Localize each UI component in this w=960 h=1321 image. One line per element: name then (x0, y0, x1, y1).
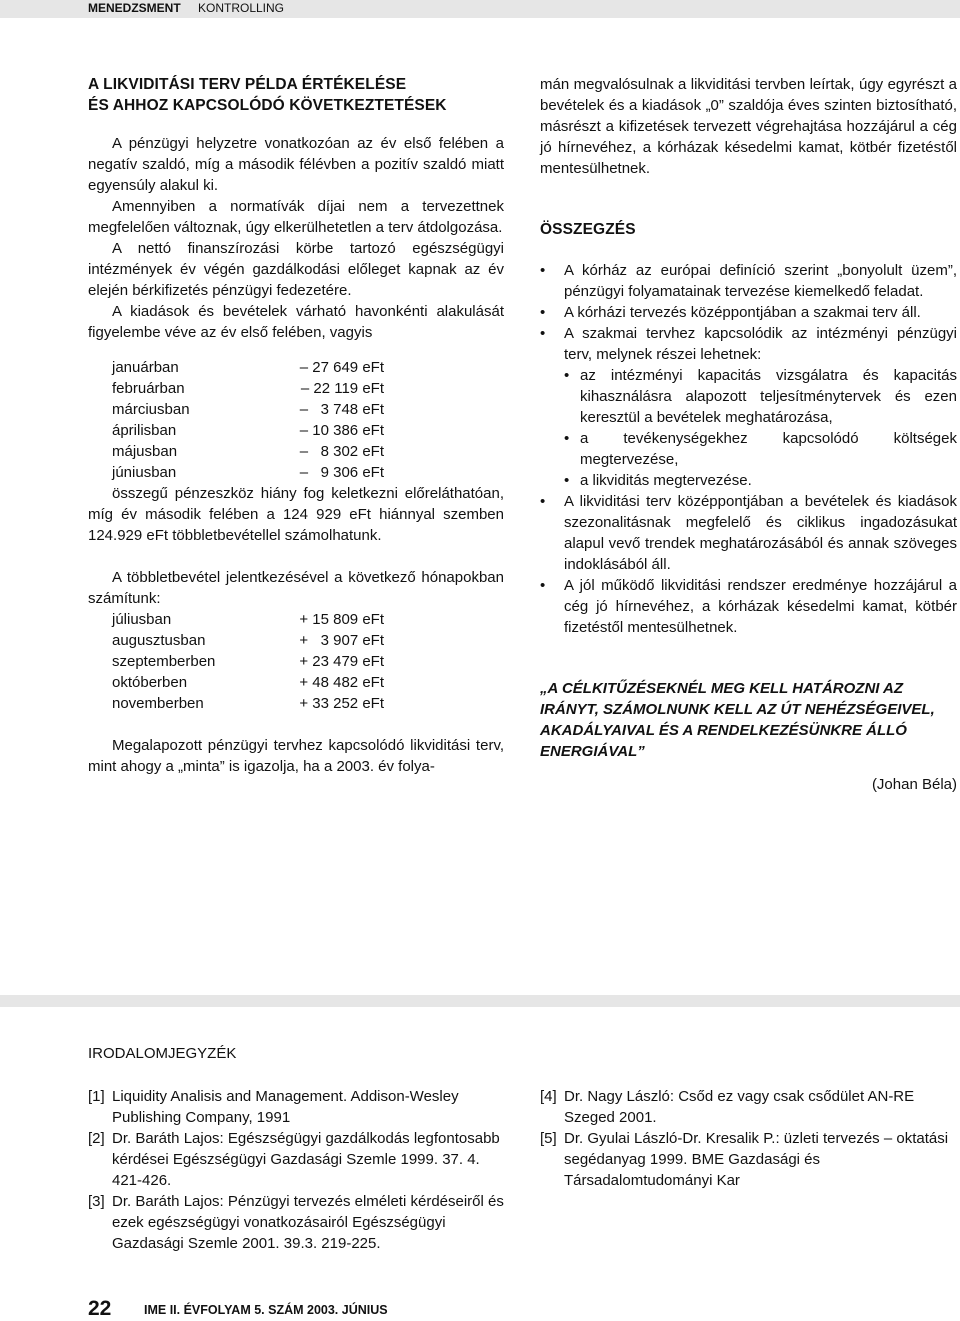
table-row: februárban – 22 119 eFt (112, 380, 384, 397)
summary-list (540, 260, 957, 638)
running-header (0, 0, 960, 18)
paragraph: összegű pénzeszköz hiány fog keletkezni előreláthatóan, míg év második felében a 124 929 eFt hiánnyal szemben 124.929 eFt többletbevétellel számolhatunk. (88, 485, 504, 544)
table-row: októberben + 48 482 eFt (112, 674, 384, 691)
list-item: • A jól működő likviditási rendszer eredménye hozzájárul a cég jó hírnevéhez, a kórházak késedelmi kamat, kötbér fizetéstől mentesülhetnek. (540, 575, 957, 638)
table-row: áprilisban – 10 386 eFt (112, 422, 384, 439)
table-row: augusztusban + 3 907 eFt (112, 632, 384, 649)
quote: „A CÉLKITŰZÉSEKNÉL MEG KELL HATÁROZNI AZ IRÁNYT, SZÁMOLNUNK KELL AZ ÚT NEHÉZSÉGEIVEL, AKADÁLYAIVAL ÉS A RENDELKEZÉSÜNKRE ÁLLÓ ENERGIÁVAL” (540, 680, 935, 760)
paragraph: mán megvalósulnak a likviditási tervben leírtak, úgy egyrészt a bevételek és a kiadások „0” szaldója éves szinten biztosítható, másrészt a kifizetések tervezett végrehajtása hozzájárul a cég jó hírnevéhez, a kórházak késedelmi kamat, kötbér fizetéstől mentesülhetnek. (540, 76, 957, 177)
table-row: júniusban – 9 306 eFt (112, 464, 384, 481)
references-right-column (540, 1086, 957, 1191)
monthly-surplus-table (112, 609, 384, 714)
table-row: szeptemberben + 23 479 eFt (112, 653, 384, 670)
reference-item: [2] Dr. Baráth Lajos: Egészségügyi gazdálkodás legfontosabb kérdései Egészségügyi Gazdasági Szemle 1999. 37. 4. 421-426. (88, 1130, 500, 1189)
sub-list-item: • a tevékenységekhez kapcsolódó költségek megtervezése, (564, 428, 957, 470)
sub-list-item: • az intézményi kapacitás vizsgálatra és kapacitás kihasználásra alapozott teljesítménytervek és ezen keresztül a bevételek meghatározása, (564, 365, 957, 428)
reference-item: [4] Dr. Nagy László: Csőd ez vagy csak csődület AN-RE Szeged 2001. (540, 1088, 915, 1126)
list-item: • A kórházi tervezés középpontjában a szakmai terv áll. (540, 302, 957, 323)
paragraph: A nettó finanszírozási körbe tartozó egészségügyi intézmények év végén gazdálkodási előleget kapnak az év elején bérkifizetés pénzügyi fedezetére. (88, 240, 504, 299)
subsection-label: KONTROLLING (198, 1, 285, 15)
right-column (540, 74, 957, 795)
quote-author: (Johan Béla) (871, 776, 957, 793)
paragraph: Megalapozott pénzügyi tervhez kapcsolódó likviditási terv, mint ahogy a „minta” is igazolja, ha a 2003. év folya- (88, 737, 504, 775)
section-label: MENEDZSMENT (88, 1, 181, 15)
summary-heading: ÖSSZEGZÉS (540, 221, 636, 238)
list-item-text: • A szakmai tervhez kapcsolódik az intézményi pénzügyi terv, melynek részei lehetnek: (564, 325, 957, 363)
table-row: márciusban – 3 748 eFt (112, 401, 384, 418)
article-title-line-2: ÉS AHHOZ KAPCSOLÓDÓ KÖVETKEZTETÉSEK (88, 97, 447, 114)
reference-item: [3] Dr. Baráth Lajos: Pénzügyi tervezés elméleti kérdéseiről és ezek egészségügyi vonatkozásairól Egészségügyi Gazdasági Szemle 2001. 39.3. 219-225. (88, 1193, 504, 1252)
monthly-deficit-table (112, 357, 384, 483)
paragraph: Amennyiben a normatívák díjai nem a tervezettnek megfelelően változnak, úgy elkerülhetetlen a terv átdolgozása. (88, 198, 504, 236)
list-item (540, 323, 957, 491)
paragraph: A többletbevétel jelentkezésével a következő hónapokban számítunk: (88, 569, 504, 607)
section-divider (0, 995, 960, 1007)
reference-item: [1] Liquidity Analisis and Management. Addison-Wesley Publishing Company, 1991 (88, 1088, 459, 1126)
references-left-column (88, 1086, 504, 1254)
paragraph: A pénzügyi helyzetre vonatkozóan az év első felében a negatív szaldó, míg a második félévben a pozitív szaldó miatt egyensúly alakul ki. (88, 135, 504, 194)
table-row: májusban – 8 302 eFt (112, 443, 384, 460)
references-heading: IRODALOMJEGYZÉK (88, 1045, 237, 1062)
sub-list (564, 365, 957, 491)
paragraph: A kiadások és bevételek várható havonkénti alakulását figyelembe véve az év első felében, vagyis (88, 303, 504, 341)
page-number: 22 (88, 1297, 112, 1320)
sub-list-item: • a likviditás megtervezése. (564, 470, 957, 491)
table-row: januárban – 27 649 eFt (112, 359, 384, 376)
article-title-line-1: A LIKVIDITÁSI TERV PÉLDA ÉRTÉKELÉSE (88, 76, 407, 93)
list-item: • A kórház az európai definíció szerint „bonyolult üzem”, pénzügyi folyamatainak tervezése kiemelkedő feladat. (540, 260, 957, 302)
list-item: • A likviditási terv középpontjában a bevételek és kiadások szezonalitásnak megfelelő és ciklikus ingadozásukat alapul vevő trendek meghatározásából és annak szöveges indoklásából áll. (540, 491, 957, 575)
left-column (88, 74, 504, 777)
issue-label: IME II. ÉVFOLYAM 5. SZÁM 2003. JÚNIUS (144, 1303, 388, 1317)
table-row: novemberben + 33 252 eFt (112, 695, 384, 712)
reference-item: [5] Dr. Gyulai László-Dr. Kresalik P.: üzleti tervezés – oktatási segédanyag 1999. BME Gazdasági és Társadalomtudományi Kar (540, 1130, 949, 1189)
table-row: júliusban + 15 809 eFt (112, 611, 384, 628)
